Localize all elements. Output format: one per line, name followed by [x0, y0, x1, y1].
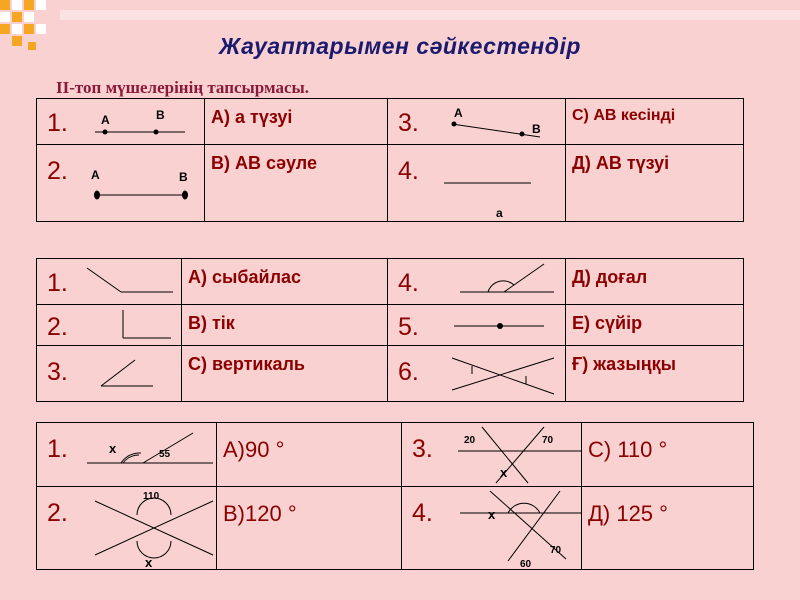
angle-value: 70: [542, 435, 554, 446]
obtuse-angle-figure: [394, 259, 566, 305]
angle-label: х: [109, 441, 117, 456]
angle-label: х: [145, 555, 153, 570]
answer-label: В) тік: [188, 313, 235, 333]
answer-label: В) АВ сәуле: [211, 153, 317, 173]
angle-label: х: [500, 465, 508, 480]
item-number: 1.: [47, 435, 68, 463]
angle-value: 20: [464, 435, 476, 446]
item-number: 1.: [47, 109, 68, 137]
t1-r1-figure-cell-2: [388, 99, 566, 145]
point-label: А: [454, 106, 463, 120]
t1-r1-figure-cell: [37, 99, 205, 145]
item-number: 6.: [398, 358, 419, 386]
point-label: А: [91, 168, 100, 182]
t2-r3-figure-cell-2: [388, 346, 566, 402]
angle-70-60-figure: [408, 487, 582, 570]
answer-label: Д) доғал: [572, 267, 648, 287]
answer-label: А) а түзуі: [211, 107, 293, 127]
answer-label: Ғ) жазыңқы: [572, 354, 676, 374]
ray-figure: [43, 145, 205, 222]
t3-r2-answer-cell: [217, 487, 402, 570]
t2-r1-figure-cell-2: [388, 259, 566, 305]
point-label: В: [179, 170, 188, 184]
answer-label: В)120 °: [223, 501, 297, 526]
angle-value: 60: [520, 559, 532, 570]
deco-square: [0, 0, 10, 10]
answer-label: А) сыбайлас: [188, 267, 302, 287]
item-number: 2.: [47, 157, 68, 185]
item-number: 4.: [398, 269, 419, 297]
item-number: 4.: [412, 499, 433, 527]
t1-r1-answer-cell: [205, 99, 388, 145]
deco-band: [60, 10, 800, 20]
t2-r1-answer-cell-2: [566, 259, 744, 305]
item-number: 3.: [412, 435, 433, 463]
right-angle-figure: [43, 305, 182, 346]
t1-r1-answer-cell-2: [566, 99, 744, 145]
line-label: а: [496, 206, 503, 220]
t3-r2-figure-cell: [37, 487, 217, 570]
answer-label: Д) АВ түзуі: [572, 153, 670, 173]
angle-label: х: [488, 507, 496, 522]
segment-figure: [43, 99, 205, 145]
page-subtitle: ІІ-топ мүшелерінің тапсырмасы.: [56, 78, 310, 97]
t2-r1-figure-cell: [37, 259, 182, 305]
answer-label: С) вертикаль: [188, 354, 305, 374]
t3-r2-answer-cell-2: [582, 487, 754, 570]
angle-value: 70: [550, 545, 562, 556]
item-number: 5.: [398, 313, 419, 341]
answer-label: Е) сүйір: [572, 313, 643, 333]
angle-20-70-figure: [408, 423, 582, 487]
t3-r2-figure-cell-2: [402, 487, 582, 570]
answer-label: С) 110 °: [588, 437, 668, 462]
answer-label: С) АВ кесінді: [572, 107, 676, 124]
t3-r1-answer-cell-2: [582, 423, 754, 487]
t3-r1-figure-cell-2: [402, 423, 582, 487]
matching-table-2: [36, 258, 744, 402]
t1-r2-figure-cell-2: [388, 145, 566, 222]
matching-table-3: [36, 422, 754, 570]
t1-r2-answer-cell: [205, 145, 388, 222]
t1-r2-figure-cell: [37, 145, 205, 222]
item-number: 2.: [47, 313, 68, 341]
angle-55-figure: [43, 423, 217, 487]
t2-r2-answer-cell: [182, 305, 388, 346]
angle-110-figure: [43, 487, 217, 570]
acute-angle-figure: [43, 346, 182, 402]
t1-r2-answer-cell-2: [566, 145, 744, 222]
straight-angle-figure: [394, 305, 566, 346]
angle-value: 55: [159, 449, 171, 460]
t2-r2-figure-cell: [37, 305, 182, 346]
t2-r1-answer-cell: [182, 259, 388, 305]
deco-square: [24, 12, 34, 22]
answer-label: Д) 125 °: [588, 501, 668, 526]
vertical-angles-figure: [394, 346, 566, 402]
item-number: 3.: [47, 358, 68, 386]
deco-square: [12, 0, 22, 10]
point-label: В: [532, 122, 541, 136]
deco-square: [12, 12, 22, 22]
line-figure: [394, 145, 566, 222]
matching-table-1: [36, 98, 744, 222]
t2-r2-figure-cell-2: [388, 305, 566, 346]
point-label: В: [156, 108, 165, 122]
item-number: 1.: [47, 269, 68, 297]
point-label: А: [101, 113, 110, 127]
deco-square: [36, 0, 46, 10]
angle-value: 110: [143, 491, 160, 502]
t3-r1-figure-cell: [37, 423, 217, 487]
adjacent-angles-figure: [43, 259, 182, 305]
item-number: 2.: [47, 499, 68, 527]
item-number: 4.: [398, 157, 419, 185]
t2-r3-figure-cell: [37, 346, 182, 402]
t2-r3-answer-cell: [182, 346, 388, 402]
t2-r3-answer-cell-2: [566, 346, 744, 402]
segment-figure: [394, 99, 566, 145]
t2-r2-answer-cell-2: [566, 305, 744, 346]
deco-square: [24, 0, 34, 10]
t3-r1-answer-cell: [217, 423, 402, 487]
answer-label: А)90 °: [223, 437, 285, 462]
page-title: Жауаптарымен сәйкестендір: [219, 33, 581, 59]
deco-square: [0, 12, 10, 22]
item-number: 3.: [398, 109, 419, 137]
